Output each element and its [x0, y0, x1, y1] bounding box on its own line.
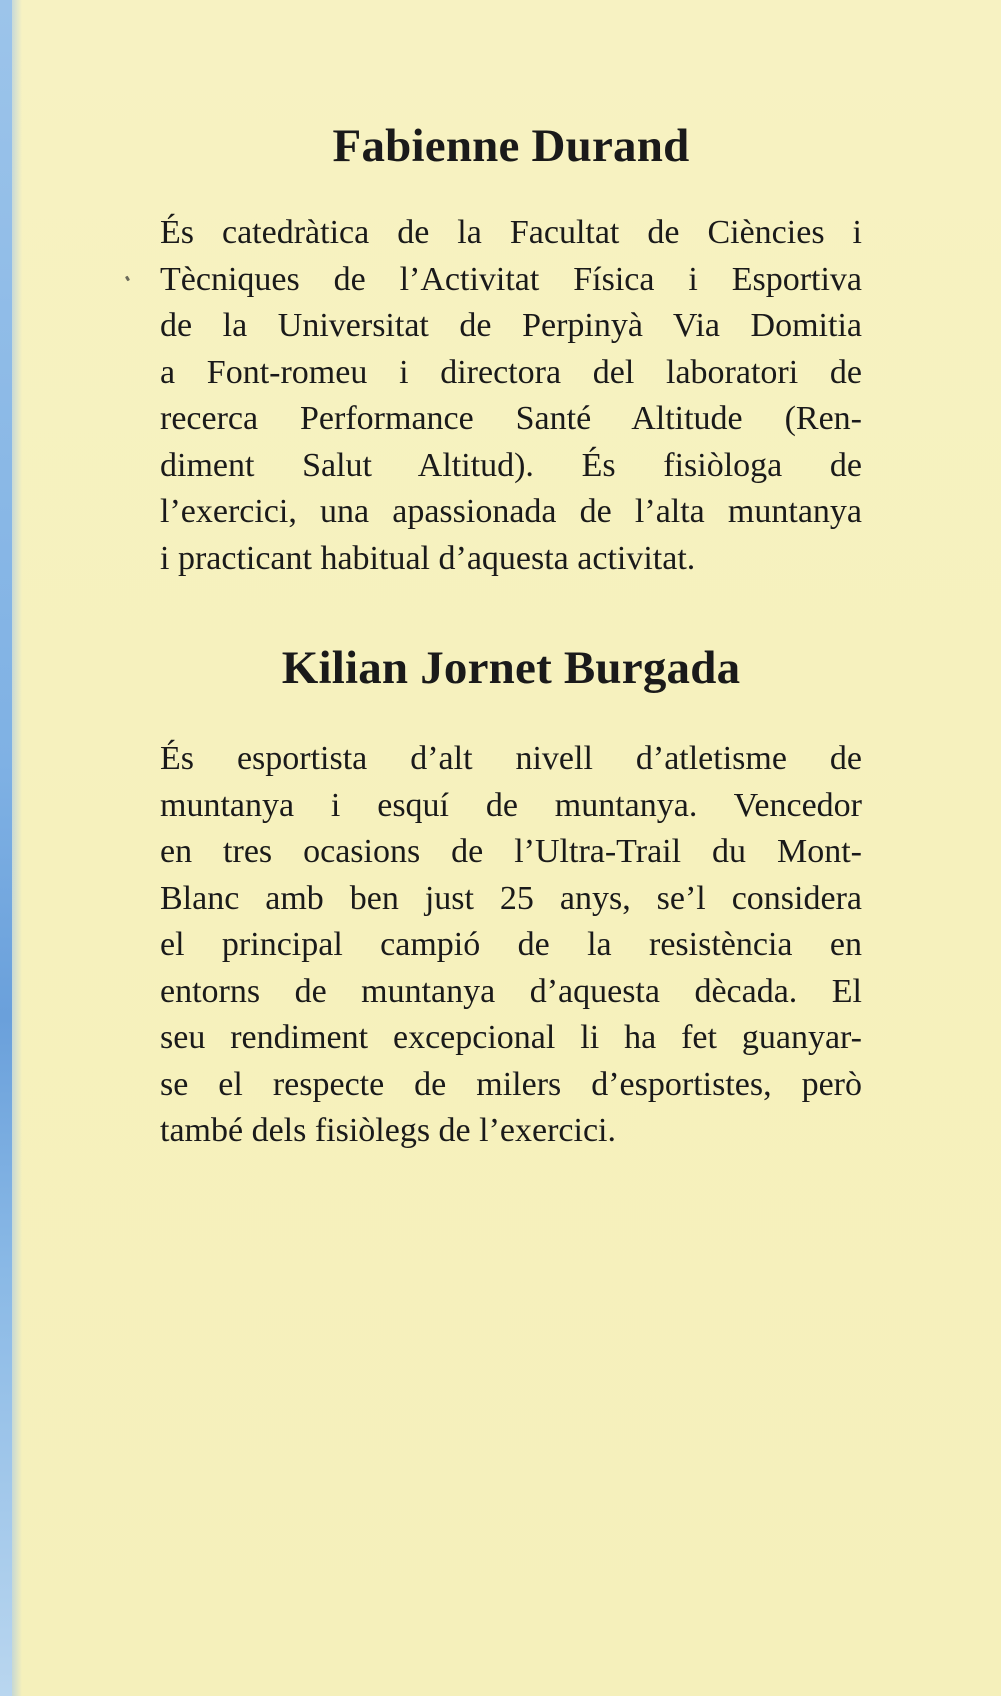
cover-edge-strip	[0, 0, 12, 1696]
author-name-jornet: Kilian Jornet Burgada	[281, 642, 741, 694]
bio-line: se el respecte de milers d’esportistes, però	[160, 1065, 862, 1103]
bio-line: entorns de muntanya d’aquesta dècada. El	[160, 972, 862, 1010]
bio-line: l’exercici, una apassionada de l’alta muntanya	[160, 493, 862, 530]
bio-line: i practicant habitual d’aquesta activitat.	[160, 539, 696, 577]
bio-line: de la Universitat de Perpinyà Via Domitia	[160, 307, 862, 344]
author-section-jornet	[160, 640, 862, 1155]
bio-line: el principal campió de la resistència en	[160, 926, 862, 963]
author-bio-durand	[160, 210, 862, 582]
bio-line: Tècniques de l’Activitat Física i Esportiva	[160, 260, 862, 298]
bio-line: en tres ocasions de l’Ultra-Trail du Mont-	[160, 833, 862, 870]
bio-line: recerca Performance Santé Altitude (Ren-	[160, 400, 862, 437]
bio-line: Blanc amb ben just 25 anys, se’l considera	[160, 879, 862, 917]
bio-line: també dels fisiòlegs de l’exercici.	[160, 1112, 616, 1149]
paper-speck	[125, 276, 130, 282]
cover-edge-fade	[12, 0, 22, 1696]
bio-line: És catedràtica de la Facultat de Ciències i	[160, 214, 862, 251]
author-name-durand: Fabienne Durand	[332, 120, 690, 172]
bio-line: diment Salut Altitud). És fisiòloga de	[160, 446, 862, 484]
bio-line: És esportista d’alt nivell d’atletisme de	[160, 740, 862, 777]
bio-line: seu rendiment excepcional li ha fet guanyar-	[160, 1019, 862, 1056]
bio-line: muntanya i esquí de muntanya. Vencedor	[160, 786, 862, 824]
author-section-durand	[160, 118, 862, 582]
bio-line: a Font-romeu i directora del laboratori de	[160, 353, 862, 391]
author-bio-jornet	[160, 736, 862, 1155]
author-bios	[160, 118, 862, 1155]
